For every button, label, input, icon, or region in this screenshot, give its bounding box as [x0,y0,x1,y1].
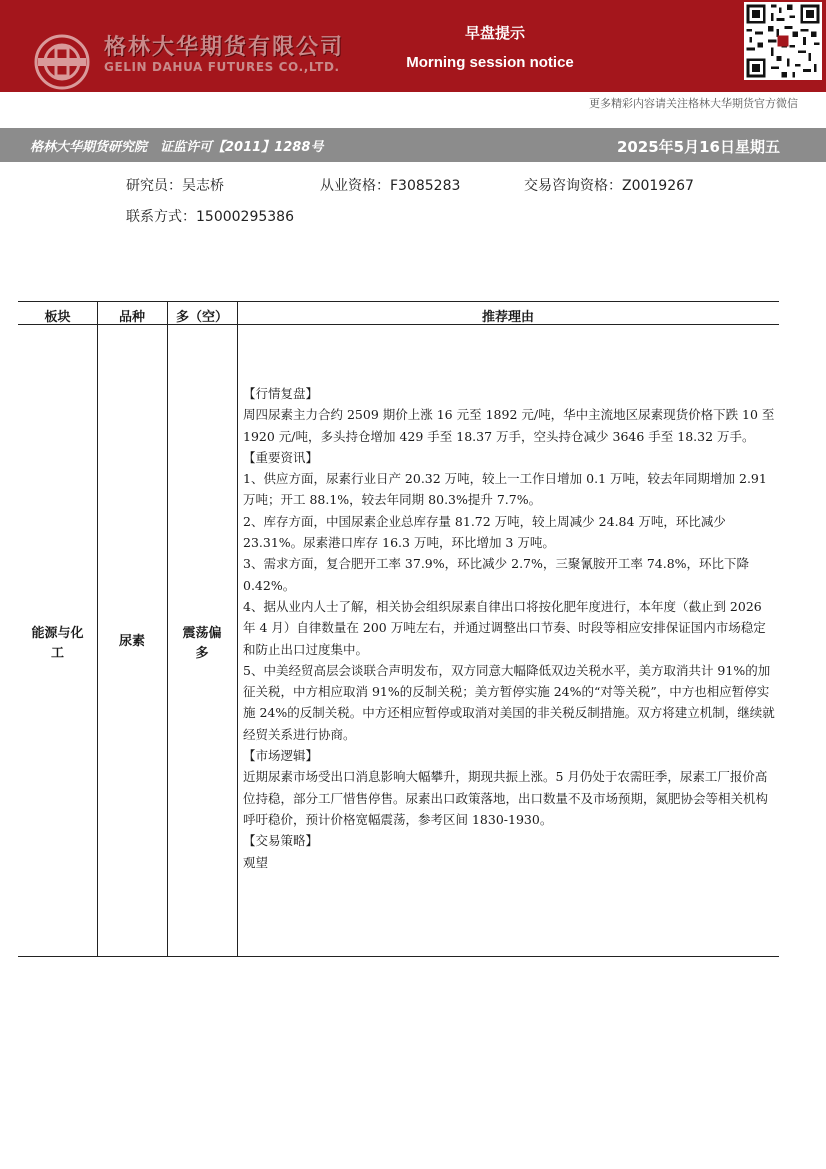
qr-code-icon [744,2,822,80]
contact-info: 联系方式：15000295386 [126,209,294,225]
institute-license: 格林大华期货研究院 证监许可【2011】1288号 [30,140,324,155]
paragraph: 2、库存方面，中国尿素企业总库存量 81.72 万吨，较上周减少 24.84 万吨，环比减少 23.31%。尿素港口库存 16.3 万吨，环比增加 3 万吨。 [243,513,726,551]
header-product: 品种 [118,310,145,325]
recommendation-table [18,301,779,957]
info-band [0,128,826,162]
report-date: 2025年5月16日星期五 [616,138,780,156]
paragraph: 周四尿素主力合约 2509 期价上涨 16 元至 1892 元/吨，华中主流地区尿素现货价格下跌 10 至 1920 元/吨，多头持仓增加 429 手至 18.37 万手，空头持仓减少 3646 手至 18.32 万手。 [243,407,775,444]
section-heading: 【市场逻辑】 [243,748,319,764]
header-sector: 板块 [44,310,71,325]
follow-wechat-tip: 更多精彩内容请关注格林大华期货官方微信 [589,97,798,110]
recommendation-reason [243,383,775,873]
sector-cell: 能源与化 工 [31,626,84,661]
column-divider [97,301,98,957]
column-divider [237,301,238,957]
report-type-cn: 早盘提示 [464,24,525,42]
paragraph: 1、供应方面，尿素行业日产 20.32 万吨，较上一工作日增加 0.1 万吨，较去年同期增加 2.91 万吨；开工 88.1%，较去年同期 80.3%提升 7.7%。 [243,471,767,508]
table-top-rule [18,301,779,302]
report-type-en: Morning session notice [406,54,574,71]
section-heading: 【交易策略】 [243,833,319,849]
direction-cell: 震荡偏 多 [182,626,222,661]
table-bottom-rule [18,956,779,957]
company-name-en: GELIN DAHUA FUTURES CO.,LTD. [104,60,340,74]
header-reason: 推荐理由 [481,310,534,325]
paragraph: 观望 [243,854,269,870]
product-cell: 尿素 [118,634,145,649]
paragraph: 3、需求方面，复合肥开工率 37.9%，环比减少 2.7%，三聚氰胺开工率 74.8%，环比下降 0.42%。 [243,556,750,593]
paragraph: 4、据从业内人士了解，相关协会组织尿素自律出口将按化肥年度进行，本年度（截止到 2026 年 4 月）自律数量在 200 万吨左右，并通过调整出口节奏、时段等相应安排保证国内市场稳定和防止出口过度集中。 [243,598,766,657]
section-heading: 【行情复盘】 [243,386,319,401]
section-heading: 【重要资讯】 [243,449,319,465]
paragraph: 近期尿素市场受出口消息影响大幅攀升，期现共振上涨。5 月仍处于农需旺季，尿素工厂报价高位持稳，部分工厂惜售停售。尿素出口政策落地，出口数量不及市场预期，氮肥协会等相关机构呼吁稳价，预计价格宽幅震荡，参考区间 1830-1930。 [243,769,769,827]
company-logo-icon [34,34,90,90]
consult-qualification: 交易咨询资格：Z0019267 [524,178,694,194]
qualification-number: 从业资格：F3085283 [320,178,461,194]
paragraph: 5、中美经贸高层会谈联合声明发布，双方同意大幅降低双边关税水平，美方取消共计 91%的加征关税，中方相应取消 91%的反制关税；美方暂停实施 24%的“对等关税”，中方也相应暂停实施 24%的反制关税。中方还相应暂停或取消对美国的非关税反制措施。双方将建立机制，继续就经贸关系进行协商。 [243,662,775,742]
company-name-cn: 格林大华期货有限公司 [104,35,345,60]
header-direction: 多（空） [175,310,228,325]
researcher-name: 研究员：吴志桥 [126,178,224,194]
